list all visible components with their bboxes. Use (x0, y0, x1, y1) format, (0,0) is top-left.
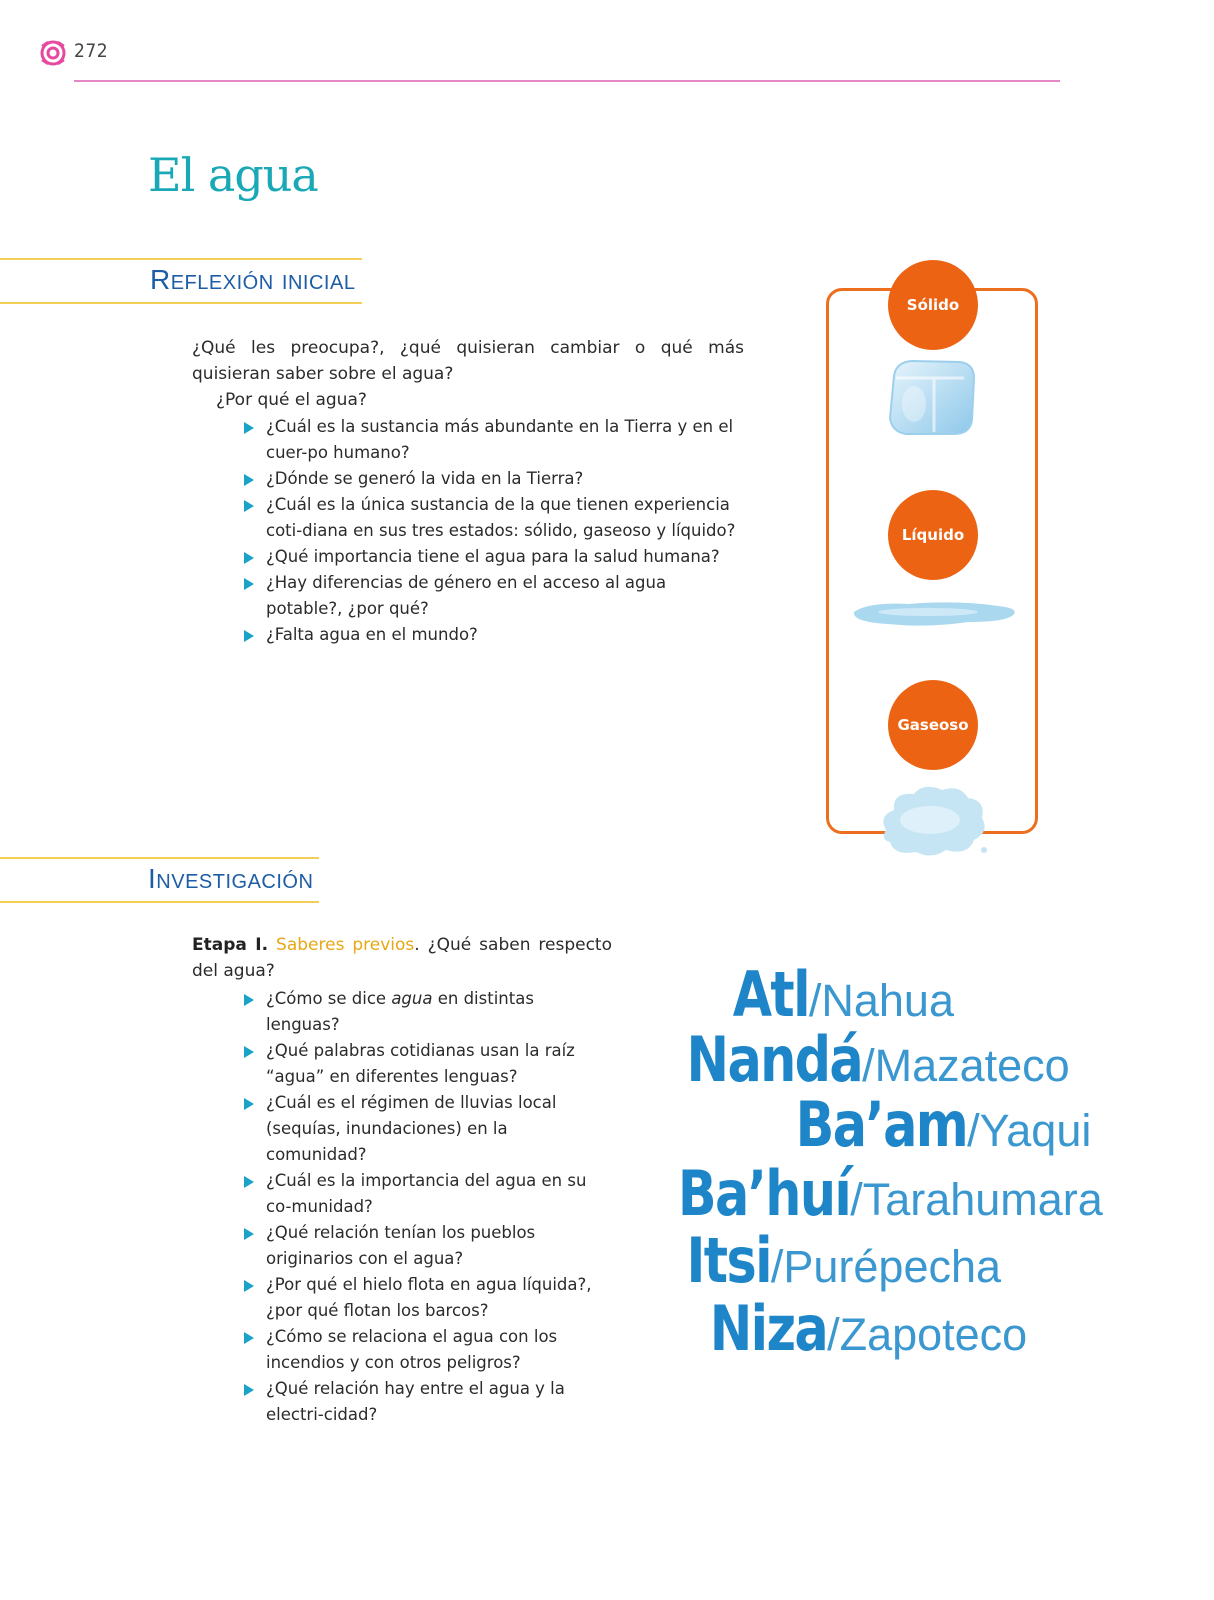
page-title: El agua (148, 148, 318, 202)
list-item: ¿Dónde se generó la vida en la Tierra? (266, 466, 744, 492)
bullet-arrow-icon (244, 552, 254, 564)
list-item: ¿Cuál es la importancia del agua en su co-munidad? (266, 1168, 612, 1220)
list-item: ¿Cuál es la sustancia más abundante en la Tierra y en el cuer-po humano? (266, 414, 744, 466)
steam-cloud-icon (876, 780, 992, 867)
state-liquid-label: Líquido (888, 490, 978, 580)
page-number: 272 (74, 40, 109, 62)
etapa-label: Etapa I. (192, 935, 269, 955)
list-item: ¿Cuál es la única sustancia de la que tienen experiencia coti-diana en sus tres estados: sólido, gaseoso y líquido? (266, 492, 744, 544)
subquestion: ¿Por qué el agua? (216, 390, 367, 410)
bullet-arrow-icon (244, 474, 254, 486)
bullet-arrow-icon (244, 422, 254, 434)
publisher-logo-icon (40, 40, 66, 66)
bullet-arrow-icon (244, 1228, 254, 1240)
bullet-arrow-icon (244, 1332, 254, 1344)
intro-paragraph: ¿Qué les preocupa?, ¿qué quisieran cambiar o qué más quisieran saber sobre el agua? (192, 338, 744, 384)
bullet-arrow-icon (244, 1176, 254, 1188)
water-word-zapoteco: Niza/Zapoteco (709, 1292, 1028, 1365)
list-item: ¿Por qué el hielo flota en agua líquida?, ¿por qué flotan los barcos? (266, 1272, 612, 1324)
list-item: ¿Falta agua en el mundo? (266, 622, 744, 648)
list-item: ¿Qué relación tenían los pueblos originarios con el agua? (266, 1220, 612, 1272)
bullet-arrow-icon (244, 1046, 254, 1058)
water-word-yaqui: Ba’am/Yaqui (795, 1088, 1092, 1161)
list-item: ¿Qué importancia tiene el agua para la salud humana? (266, 544, 744, 570)
bullet-arrow-icon (244, 1098, 254, 1110)
water-word-tarahumara: Ba’huí/Tarahumara (677, 1157, 1103, 1230)
section-header-investigacion (0, 857, 319, 903)
list-item: ¿Cómo se dice agua en distintas lenguas? (266, 986, 612, 1038)
investigation-question-list (266, 986, 612, 1428)
bullet-arrow-icon (244, 994, 254, 1006)
reflection-question-list (266, 414, 744, 648)
state-gas-label: Gaseoso (888, 680, 978, 770)
list-item: ¿Cómo se relaciona el agua con los incendios y con otros peligros? (266, 1324, 612, 1376)
bullet-arrow-icon (244, 1384, 254, 1396)
bullet-arrow-icon (244, 578, 254, 590)
water-word-nahua: Atl/Nahua (732, 958, 954, 1031)
section-header-reflexion (0, 258, 362, 304)
list-item: ¿Qué palabras cotidianas usan la raíz “agua” en diferentes lenguas? (266, 1038, 612, 1090)
bullet-arrow-icon (244, 630, 254, 642)
list-item: ¿Qué relación hay entre el agua y la electri-cidad? (266, 1376, 612, 1428)
etapa-text: . ¿Qué saben respecto del agua? (192, 935, 612, 981)
ice-cube-icon (884, 356, 978, 443)
etapa-paragraph (192, 932, 612, 984)
list-item: ¿Hay diferencias de género en el acceso al agua potable?, ¿por qué? (266, 570, 744, 622)
section-heading: Investigación (148, 863, 314, 894)
header-divider (74, 80, 1060, 82)
water-word-mazateco: Nandá/Mazateco (686, 1023, 1070, 1096)
water-word-purepecha: Itsi/Purépecha (686, 1224, 1002, 1297)
list-item: ¿Cuál es el régimen de lluvias local (sequías, inundaciones) en la comunidad? (266, 1090, 612, 1168)
etapa-highlight: Saberes previos (276, 935, 415, 955)
state-solid-label: Sólido (888, 260, 978, 350)
water-puddle-icon (848, 598, 1020, 635)
bullet-arrow-icon (244, 1280, 254, 1292)
bullet-arrow-icon (244, 500, 254, 512)
section-heading: Reflexión inicial (150, 264, 356, 295)
